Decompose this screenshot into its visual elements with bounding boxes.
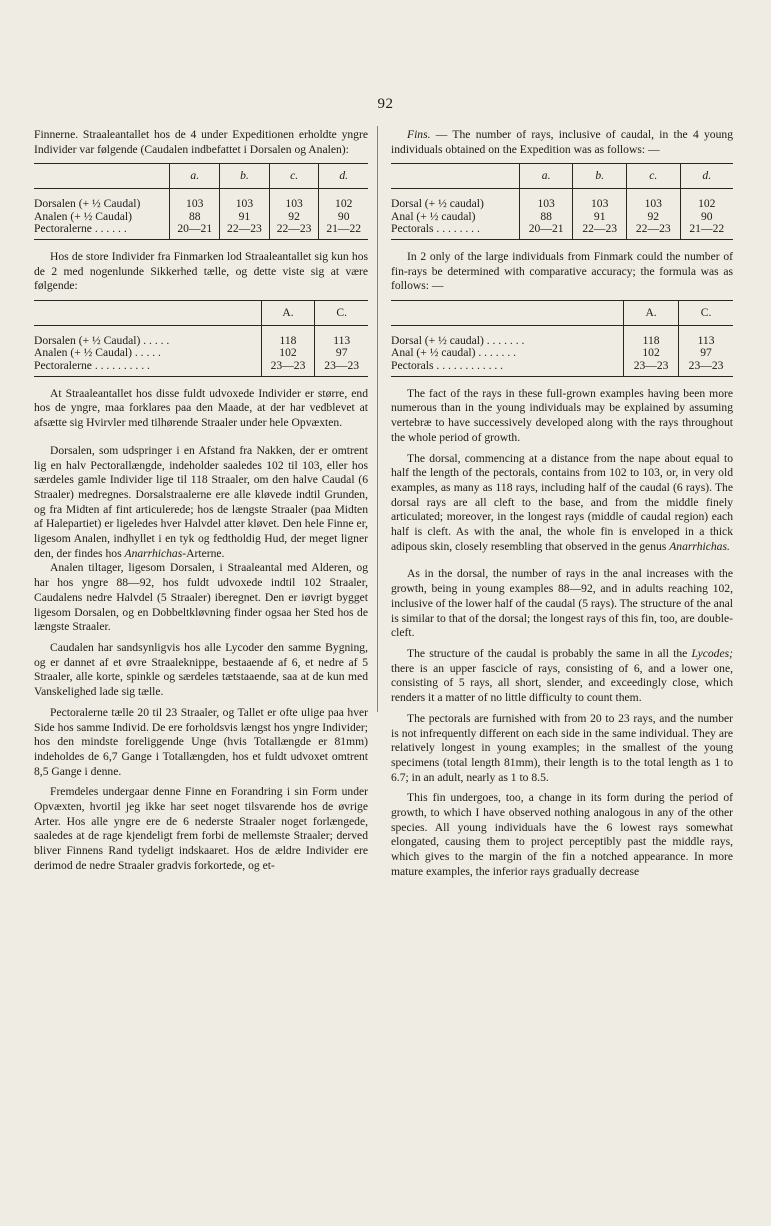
table-cell: 91 — [220, 211, 270, 223]
table-cell: Pectorals . . . . . . . . . . . . — [391, 360, 624, 377]
table-header-cell: A. — [261, 301, 315, 326]
table-cell: 91 — [573, 211, 627, 223]
left-paragraph: Hos de store Individer fra Finmarken lod Straaleantallet sig kun hos de 2 med nogenlunde Sikkerhed tælle, og dette viste sig at være følgende: — [34, 250, 368, 293]
table-cell: Anal (+ ½ caudal) . . . . . . . — [391, 346, 517, 360]
left-paragraph: At Straaleantallet hos disse fuldt udvoxede Individer er større, end hos de yngre, maa forklares paa den Maade, at der har vedblevet at afsætte sig Hvirvler med tilhørende Straaler under hele Opvæxten. — [34, 386, 368, 430]
table-header-cell: C. — [315, 301, 368, 326]
table-cell: 23—23 — [679, 360, 733, 377]
table-cell: 90 — [319, 211, 368, 223]
table-header-cell: d. — [680, 164, 733, 189]
table-cell: 103 — [573, 189, 627, 211]
table-cell: 113 — [315, 326, 368, 348]
right-table-adult — [391, 300, 733, 377]
left-table-young — [34, 163, 368, 240]
table-cell: Dorsal (+ ½ caudal) . . . . . . . — [391, 334, 525, 348]
table-cell: Analen (+ ½ Caudal) . . . . . — [34, 346, 161, 360]
table-cell: Analen (+ ½ Caudal) — [34, 209, 132, 223]
table-cell: 88 — [519, 211, 573, 223]
table-cell: Pectoralerne . . . . . . . . . . — [34, 360, 261, 377]
table-cell: 103 — [626, 189, 680, 211]
right-text: there is an upper fascicle of rays, consisting of 6, and a lower one, consisting of 5 rays, all short, slender, and exceedingly close, which renders it a matter of no little difficulty to count them. — [391, 661, 733, 705]
table-row — [391, 223, 733, 240]
table-cell: 103 — [170, 189, 220, 211]
table-row — [391, 347, 733, 359]
right-text: The dorsal, commencing at a distance from the nape about equal to half the length of the pectorals, contains from 102 to 103, or, in very old examples, as many as 118 rays, including half of the caudal (6 rays). The dorsal rays are all cleft to the base, and from the middle finely articulated; moreover, in the longest rays (middle of caudal region) each half is cleft. As with the anal, the whole fin is enveloped in a thick adipous skin, closely resembling that observed in the genus — [391, 451, 733, 553]
left-paragraph: Caudalen har sandsynligvis hos alle Lycoder den samme Bygning, og er dannet af et øvre Straaleknippe, bestaaende af 6, et nedre af 5 Straaler, alle korte, spinkle og særdeles tætstaaende, saa at de kun med Vanskelighed lade sig tælle. — [34, 640, 368, 699]
right-intro — [391, 128, 733, 157]
left-paragraph: Fremdeles undergaar denne Finne en Forandring i sin Form under Opvæxten, hvortil jeg ikke har seet noget tilsvarende hos de øvrige Arter. Hos alle yngre ere de 6 nederste Straaler noget forlængede, saaledes at de rage kjendeligt frem forbi de mellemste Straaler; derved bliver Finnens Rand tydeligt indskaaret. Hos de ældre Individer ere derimod de nedre Straaler gradvis forkortede, og et- — [34, 785, 368, 872]
table-cell: 88 — [170, 211, 220, 223]
table-cell: 22—23 — [573, 223, 627, 240]
right-paragraph: The pectorals are furnished with from 20 to 23 rays, and the number is not infrequently different on each side in the same individual. They are relatively longest in young examples; in the smallest of the young specimens (total length 81mm), their length is to the total length as 1 to 6.7; in an adult, nearly as 1 to 8.5. — [391, 711, 733, 784]
table-cell: 92 — [269, 211, 319, 223]
table-cell: 22—23 — [626, 223, 680, 240]
table-header-cell: c. — [626, 164, 680, 189]
column-divider — [377, 126, 378, 712]
table-row — [391, 189, 733, 211]
table-cell: 102 — [319, 189, 368, 211]
table-cell: Pectoralerne . . . . . . — [34, 223, 170, 240]
left-intro: Finnerne. Straaleantallet hos de 4 under Expeditionen erholdte yngre Individer var følgende (Caudalen indbefattet i Dorsalen og Analen): — [34, 128, 368, 156]
table-row — [34, 189, 368, 211]
table-cell: Dorsalen (+ ½ Caudal) . . . . . — [34, 334, 170, 348]
table-header-cell: d. — [319, 164, 368, 189]
table-cell: 113 — [679, 326, 733, 348]
table-header-cell — [34, 164, 170, 189]
table-row — [34, 347, 368, 359]
table-cell: 103 — [269, 189, 319, 211]
left-text: Dorsalen, som udspringer i en Afstand fra Nakken, der er omtrent lig en halv Pectorallængde, indeholder saaledes 102 til 103, eller hos særdeles gamle Individer lige til 118 Straaler, om den halve Caudal (6 Straaler) medregnes. Dorsalstraalerne ere alle kløvede indtil Grunden, og fra Midten af fint articulerede; hos de længste Straaler (paa Midten af Halepartiet) er ligeledes hver Halvdel atter kløvet. Den hele Finne er, ligesom Analen, indhyllet i en tyk og fedtholdig Hud, der meget ligner den, der findes hos — [34, 443, 368, 560]
table-cell: 20—21 — [170, 223, 220, 240]
table-header-cell — [34, 301, 261, 326]
english-column — [391, 128, 733, 880]
table-row — [391, 326, 733, 348]
table-cell: 102 — [680, 189, 733, 211]
table-cell: Dorsal (+ ½ caudal) — [391, 197, 484, 211]
table-cell: 90 — [680, 211, 733, 223]
table-cell: 118 — [624, 326, 679, 348]
table-cell: 23—23 — [261, 360, 315, 377]
table-header-cell: C. — [679, 301, 733, 326]
table-header-cell: A. — [624, 301, 679, 326]
left-text: -Arterne. — [182, 546, 225, 560]
table-row — [34, 211, 368, 223]
table-header-cell: c. — [269, 164, 319, 189]
table-row — [34, 326, 368, 348]
table-cell: 103 — [519, 189, 573, 211]
right-table-young — [391, 163, 733, 240]
table-cell: Dorsalen (+ ½ Caudal) — [34, 197, 141, 211]
table-row — [391, 211, 733, 223]
genus-name: Lycodes; — [691, 646, 733, 660]
table-row — [391, 360, 733, 377]
table-header-cell: a. — [170, 164, 220, 189]
table-cell: 22—23 — [269, 223, 319, 240]
table-cell: 23—23 — [624, 360, 679, 377]
table-cell: 92 — [626, 211, 680, 223]
table-header-cell — [391, 164, 519, 189]
right-text: — The number of rays, inclusive of caudal, in the 4 young individuals obtained on the Expedition was as follows: — — [391, 128, 733, 156]
table-header-cell: b. — [573, 164, 627, 189]
table-cell: 21—22 — [680, 223, 733, 240]
right-paragraph: The fact of the rays in these full-grown examples having been more numerous than in the young individuals may be explained by assuming vertebræ to have successively developed along with the rays throughout the whole period of growth. — [391, 386, 733, 444]
table-cell: 103 — [220, 189, 270, 211]
right-paragraph — [391, 647, 733, 706]
genus-name: Anarrhichas — [124, 546, 183, 560]
right-paragraph: As in the dorsal, the number of rays in the anal increases with the growth, being in young examples 88—92, and in adults reaching 102, inclusive of the lower half of the caudal (5 rays). The structure of the anal is similar to that of the dorsal; the longest rays of this fin, too, are double-cleft. — [391, 567, 733, 640]
table-cell: 21—22 — [319, 223, 368, 240]
table-cell: 22—23 — [220, 223, 270, 240]
right-paragraph — [391, 452, 733, 555]
table-cell: 97 — [679, 347, 733, 359]
right-paragraph: This fin undergoes, too, a change in its form during the period of growth, to which I have observed nothing analogous in any of the other species. All young individuals have the 6 lowest rays somewhat elongated, causing them to project perceptibly past the middle rays, which gives to the margin of the fin a notched appearance. In more mature examples, the inferior rays gradually decrease — [391, 791, 733, 878]
left-paragraph: Analen tiltager, ligesom Dorsalen, i Straaleantal med Alderen, og har hos yngre 88—92, hos fuldt udvoxede indtil 102 Straaler, Caudalens nedre Halvdel (5 Straaler) iberegnet. Den er iøvrigt bygget ligesom Dorsalen, og en Dobbeltkløvning finder ogsaa her Sted hos de længste Straaler. — [34, 561, 368, 634]
table-cell: 20—21 — [519, 223, 573, 240]
genus-name: Anarrhichas. — [669, 539, 730, 553]
table-cell: 23—23 — [315, 360, 368, 377]
right-paragraph: In 2 only of the large individuals from Finmark could the number of fin-rays be determined with comparative accuracy; the formula was as follows: — — [391, 250, 733, 293]
left-paragraph: Pectoralerne tælle 20 til 23 Straaler, og Tallet er ofte ulige paa hver Side hos samme Individ. De ere forholdsvis længst hos yngre Individer; hos den mindste foreliggende Unge (hvis Totallængde er 81mm) indeholdes de 6,7 Gange i Totallængden, hos et fuldt udvoxet omtrent 8,5 Gange i denne. — [34, 705, 368, 778]
table-cell: 97 — [315, 347, 368, 359]
table-row — [34, 360, 368, 377]
table-cell: 118 — [261, 326, 315, 348]
left-paragraph — [34, 444, 368, 562]
table-header-cell — [391, 301, 624, 326]
norwegian-column — [34, 128, 368, 874]
table-cell: Pectorals . . . . . . . . — [391, 223, 519, 240]
section-label: Fins. — [407, 128, 431, 141]
table-cell: Anal (+ ½ caudal) — [391, 209, 476, 223]
left-table-adult — [34, 300, 368, 377]
table-header-cell: a. — [519, 164, 573, 189]
page-number: 92 — [377, 96, 394, 112]
table-row — [34, 223, 368, 240]
right-text: The structure of the caudal is probably the same in all the — [407, 646, 692, 660]
table-cell: 102 — [261, 347, 315, 359]
table-cell: 102 — [624, 347, 679, 359]
table-header-cell: b. — [220, 164, 270, 189]
